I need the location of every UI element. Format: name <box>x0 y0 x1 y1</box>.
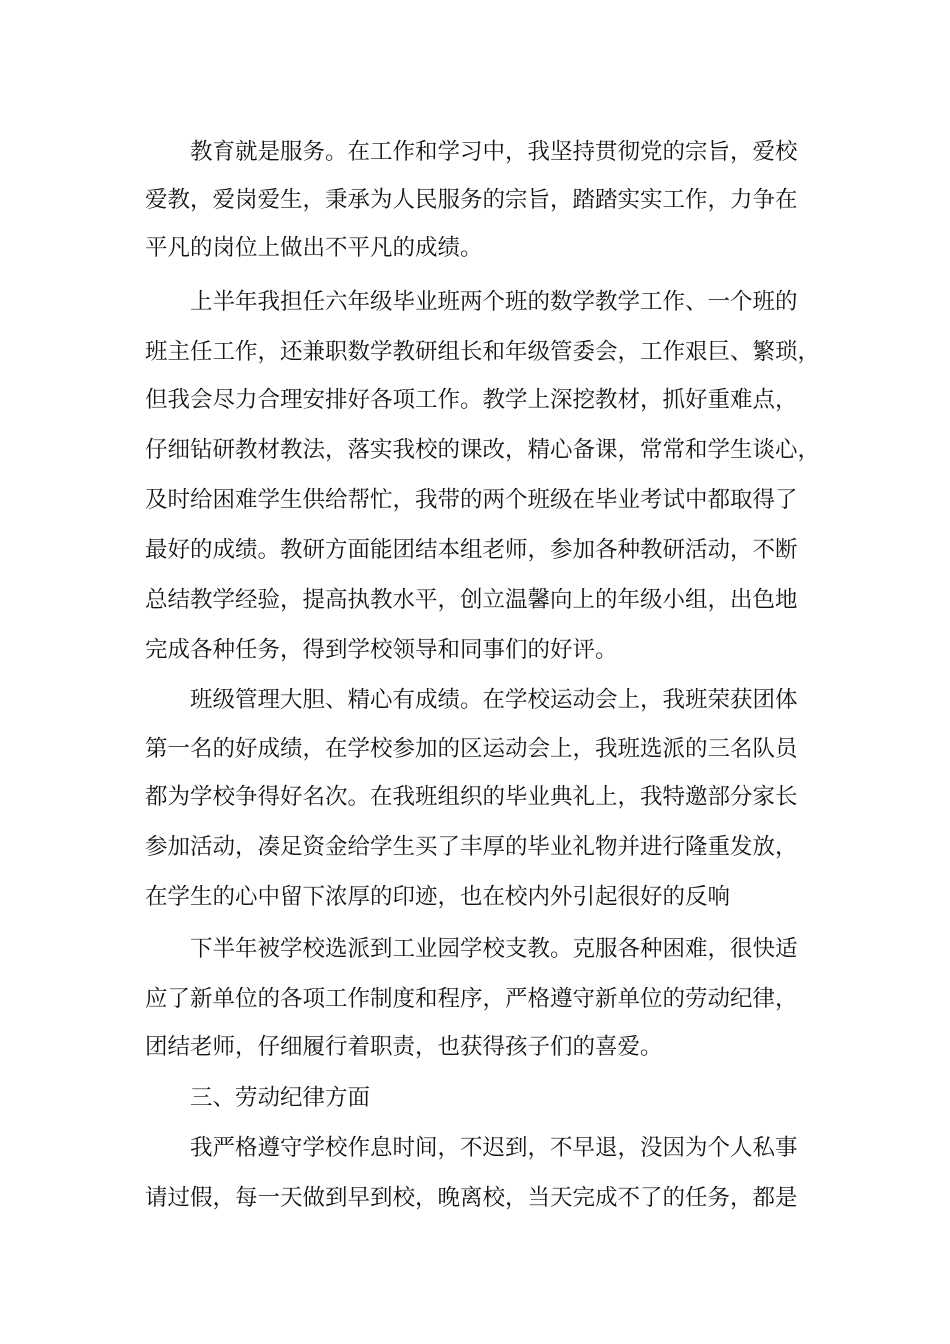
paragraph-2-line-1: 上半年我担任六年级毕业班两个班的数学教学工作、一个班的 <box>190 289 798 315</box>
paragraph-3-line-3: 都为学校争得好名次。在我班组织的毕业典礼上，我特邀部分家长 <box>145 784 798 810</box>
paragraph-1-line-3: 平凡的岗位上做出不平凡的成绩。 <box>145 235 483 261</box>
paragraph-4-line-2: 应了新单位的各项工作制度和程序，严格遵守新单位的劳动纪律， <box>145 986 798 1012</box>
paragraph-3-line-4: 参加活动，凑足资金给学生买了丰厚的毕业礼物并进行隆重发放， <box>145 834 798 860</box>
paragraph-2-line-2: 班主任工作，还兼职数学教研组长和年级管委会，工作艰巨、繁琐， <box>145 339 821 365</box>
paragraph-4-line-3: 团结老师，仔细履行着职责，也获得孩子们的喜爱。 <box>145 1034 663 1060</box>
paragraph-3-line-5: 在学生的心中留下浓厚的印迹，也在校内外引起很好的反响 <box>145 884 731 910</box>
paragraph-2-line-5: 及时给困难学生供给帮忙，我带的两个班级在毕业考试中都取得了 <box>145 487 798 513</box>
paragraph-2-line-6: 最好的成绩。教研方面能团结本组老师，参加各种教研活动，不断 <box>145 537 798 563</box>
paragraph-2-line-3: 但我会尽力合理安排好各项工作。教学上深挖教材，抓好重难点， <box>145 387 798 413</box>
paragraph-4-line-1: 下半年被学校选派到工业园学校支教。克服各种困难，很快适 <box>190 936 798 962</box>
paragraph-2-line-7: 总结教学经验，提高执教水平，创立温馨向上的年级小组，出色地 <box>145 587 798 613</box>
paragraph-2-line-8: 完成各种任务，得到学校领导和同事们的好评。 <box>145 637 618 663</box>
paragraph-5-line-1: 我严格遵守学校作息时间，不迟到，不早退，没因为个人私事 <box>190 1135 798 1161</box>
paragraph-5-line-2: 请过假，每一天做到早到校，晚离校，当天完成不了的任务，都是 <box>145 1185 798 1211</box>
paragraph-3-line-2: 第一名的好成绩，在学校参加的区运动会上，我班选派的三名队员 <box>145 736 798 762</box>
section-heading: 三、劳动纪律方面 <box>190 1085 371 1111</box>
paragraph-2-line-4: 仔细钻研教材教法，落实我校的课改，精心备课，常常和学生谈心， <box>145 437 821 463</box>
paragraph-3-line-1: 班级管理大胆、精心有成绩。在学校运动会上，我班荣获团体 <box>190 687 798 713</box>
paragraph-1-line-1: 教育就是服务。在工作和学习中，我坚持贯彻党的宗旨，爱校 <box>190 139 798 165</box>
paragraph-1-line-2: 爱教，爱岗爱生，秉承为人民服务的宗旨，踏踏实实工作，力争在 <box>145 187 798 213</box>
